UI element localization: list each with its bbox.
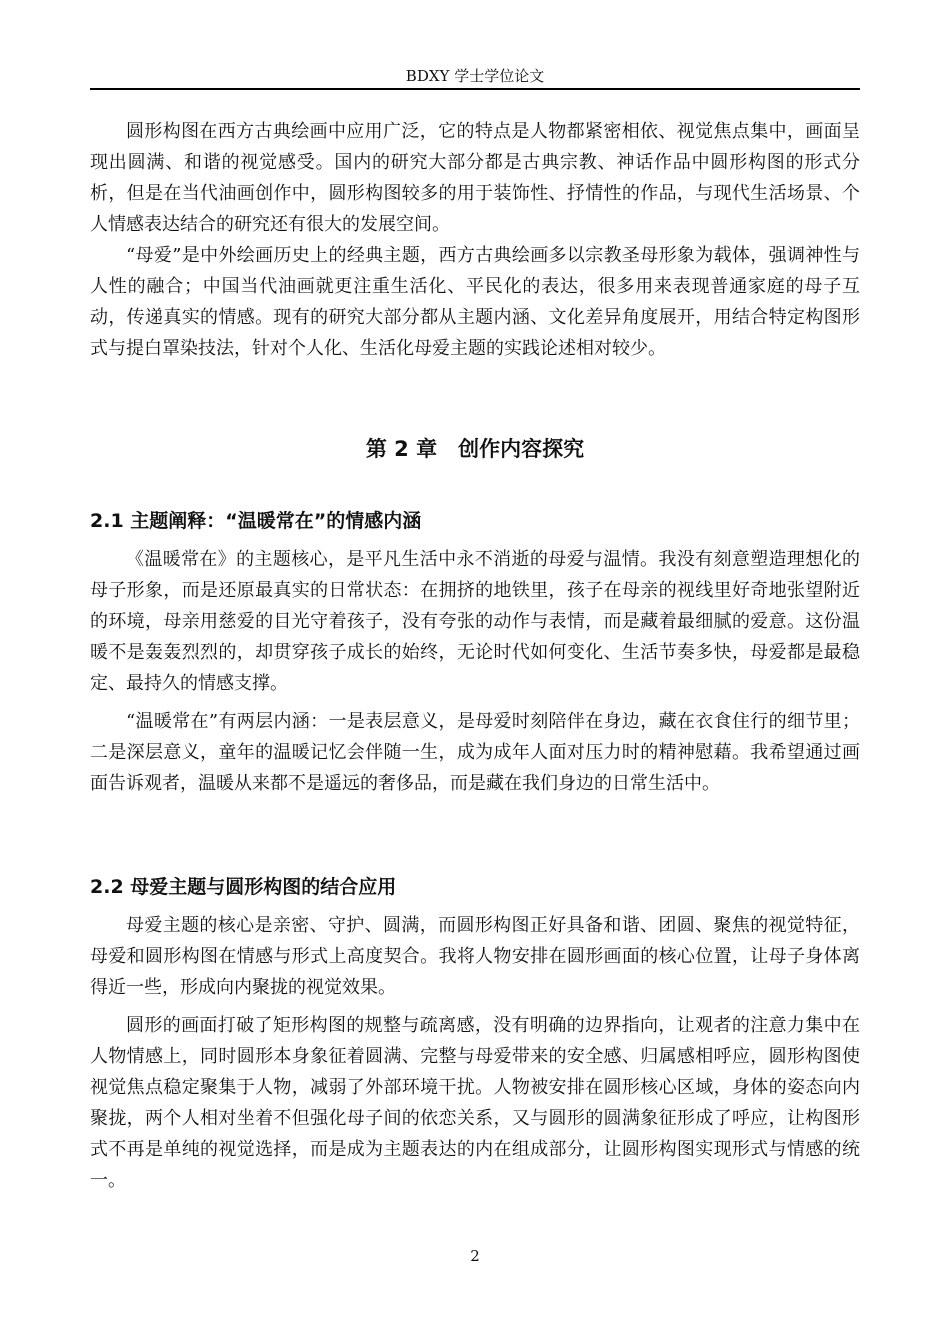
- section-2-1-paragraph-2: “温暖常在”有两层内涵：一是表层意义，是母爱时刻陪伴在身边，藏在衣食住行的细节里；二是深层意义，童年的温暖记忆会伴随一生，成为成年人面对压力时的精神慰藉。我希望通过画面告诉观者，温暖从来都不是遥远的奢侈品，而是藏在我们身边的日常生活中。: [90, 711, 860, 794]
- section-2-1-paragraph-1: 《温暖常在》的主题核心，是平凡生活中永不消逝的母爱与温情。我没有刻意塑造理想化的母子形象，而是还原最真实的日常状态：在拥挤的地铁里，孩子在母亲的视线里好奇地张望附近的环境，母亲用慈爱的目光守着孩子，没有夸张的动作与表情，而是藏着最细腻的爱意。这份温暖不是轰轰烈烈的，却贯穿孩子成长的始终，无论时代如何变化、生活节奏多快，母爱都是最稳定、最持久的情感支撑。: [90, 549, 860, 694]
- intro-paragraph-2: “母爱”是中外绘画历史上的经典主题，西方古典绘画多以宗教圣母形象为载体，强调神性与人性的融合；中国当代油画就更注重生活化、平民化的表达，很多用来表现普通家庭的母子互动，传递真实的情感。现有的研究大部分都从主题内涵、文化差异角度展开，用结合特定构图形式与提白罩染技法，针对个人化、生活化母爱主题的实践论述相对较少。: [90, 245, 860, 359]
- section-2-1-title: 2.1 主题阐释：“温暖常在”的情感内涵: [90, 510, 422, 532]
- page-number: 2: [470, 1247, 480, 1265]
- section-2-2-title: 2.2 母爱主题与圆形构图的结合应用: [90, 876, 397, 898]
- running-header: BDXY 学士学位论文: [405, 67, 545, 85]
- chapter-title: 第 2 章 创作内容探究: [365, 437, 585, 461]
- intro-paragraph-1: 圆形构图在西方古典绘画中应用广泛，它的特点是人物都紧密相依、视觉焦点集中，画面呈现出圆满、和谐的视觉感受。国内的研究大部分都是古典宗教、神话作品中圆形构图的形式分析，但是在当代油画创作中，圆形构图较多的用于装饰性、抒情性的作品，与现代生活场景、个人情感表达结合的研究还有很大的发展空间。: [90, 121, 860, 235]
- section-2-2-paragraph-2: 圆形的画面打破了矩形构图的规整与疏离感，没有明确的边界指向，让观者的注意力集中在人物情感上，同时圆形本身象征着圆满、完整与母爱带来的安全感、归属感相呼应，圆形构图使视觉焦点稳定聚集于人物，减弱了外部环境干扰。人物被安排在圆形核心区域，身体的姿态向内聚拢，两个人相对坐着不但强化母子间的依恋关系，又与圆形的圆满象征形成了呼应，让构图形式不再是单纯的视觉选择，而是成为主题表达的内在组成部分，让圆形构图实现形式与情感的统一。: [90, 1015, 860, 1191]
- section-2-2-paragraph-1: 母爱主题的核心是亲密、守护、圆满，而圆形构图正好具备和谐、团圆、聚焦的视觉特征，母爱和圆形构图在情感与形式上高度契合。我将人物安排在圆形画面的核心位置，让母子身体离得近一些，形成向内聚拢的视觉效果。: [90, 915, 860, 998]
- header-rule: [90, 88, 860, 90]
